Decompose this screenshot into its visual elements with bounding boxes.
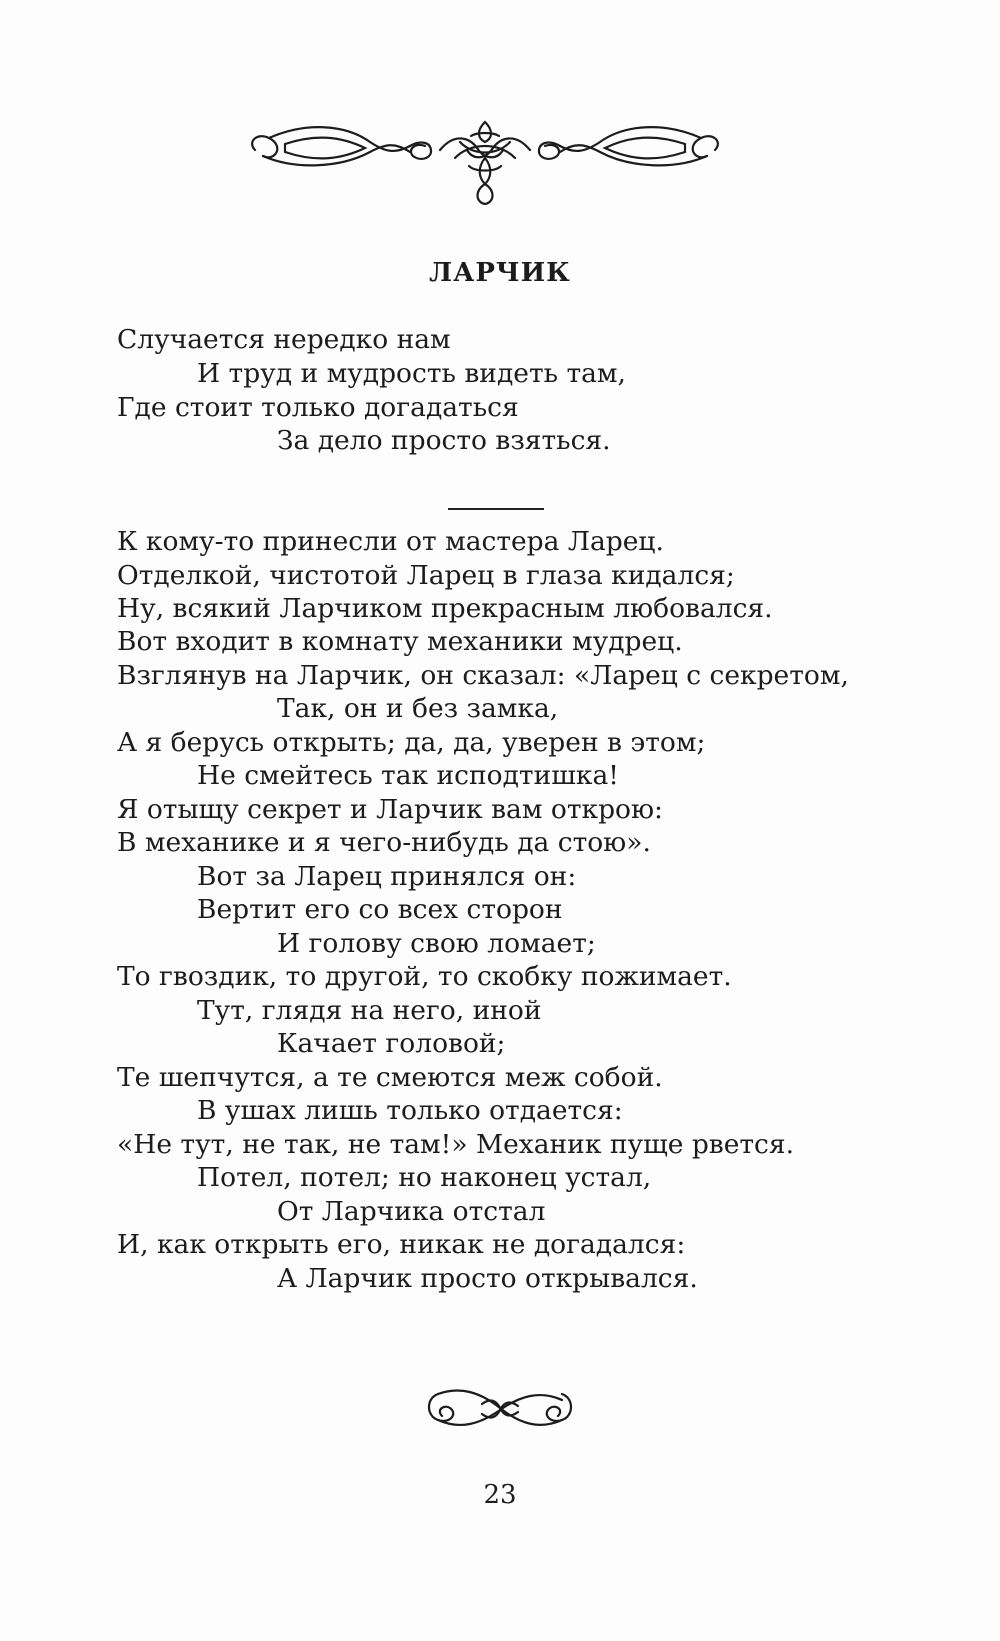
body-line: Вот входит в комнату механики мудрец. xyxy=(117,626,683,657)
body-line: И, как открыть его, никак не догадался: xyxy=(117,1229,686,1260)
body-line: А я берусь открыть; да, да, уверен в этом; xyxy=(117,727,706,758)
body-line: Не смейтесь так исподтишка! xyxy=(197,760,619,791)
bottom-ornament-icon xyxy=(420,1380,580,1440)
intro-line: Где стоит только догадаться xyxy=(117,392,519,423)
body-line: Вот за Ларец принялся он: xyxy=(197,861,577,892)
body-line: Тут, глядя на него, иной xyxy=(197,995,542,1026)
body-line: И голову свою ломает; xyxy=(277,928,596,959)
body-line: От Ларчика отстал xyxy=(277,1196,546,1227)
body-line: В ушах лишь только отдается: xyxy=(197,1095,623,1126)
body-line: Ну, всякий Ларчиком прекрасным любовался. xyxy=(117,593,773,624)
body-line: А Ларчик просто открывался. xyxy=(277,1263,698,1294)
page-number: 23 xyxy=(483,1480,517,1510)
intro-line: За дело просто взяться. xyxy=(277,425,611,456)
body-line: Так, он и без замка, xyxy=(277,693,559,724)
body-line: Те шепчутся, а те смеются меж собой. xyxy=(117,1062,663,1093)
body-line: Я отыщу секрет и Ларчик вам открою: xyxy=(117,794,663,825)
body-line: В механике и я чего-нибудь да стою». xyxy=(117,827,651,858)
body-line: Взглянув на Ларчик, он сказал: «Ларец с секретом, xyxy=(117,660,849,691)
section-divider xyxy=(448,508,544,510)
body-line: Качает головой; xyxy=(277,1028,506,1059)
poem-title: ЛАРЧИК xyxy=(429,258,571,288)
intro-line: И труд и мудрость видеть там, xyxy=(197,358,626,389)
body-line: «Не тут, не так, не там!» Механик пуще рвется. xyxy=(117,1129,795,1160)
top-ornament-icon xyxy=(245,112,725,212)
intro-line: Случается нередко нам xyxy=(117,324,451,355)
body-line: К кому-то принесли от мастера Ларец. xyxy=(117,526,664,557)
body-line: То гвоздик, то другой, то скобку пожимает. xyxy=(117,961,732,992)
body-line: Потел, потел; но наконец устал, xyxy=(197,1162,652,1193)
body-line: Отделкой, чистотой Ларец в глаза кидался; xyxy=(117,560,735,591)
body-line: Вертит его со всех сторон xyxy=(197,894,563,925)
